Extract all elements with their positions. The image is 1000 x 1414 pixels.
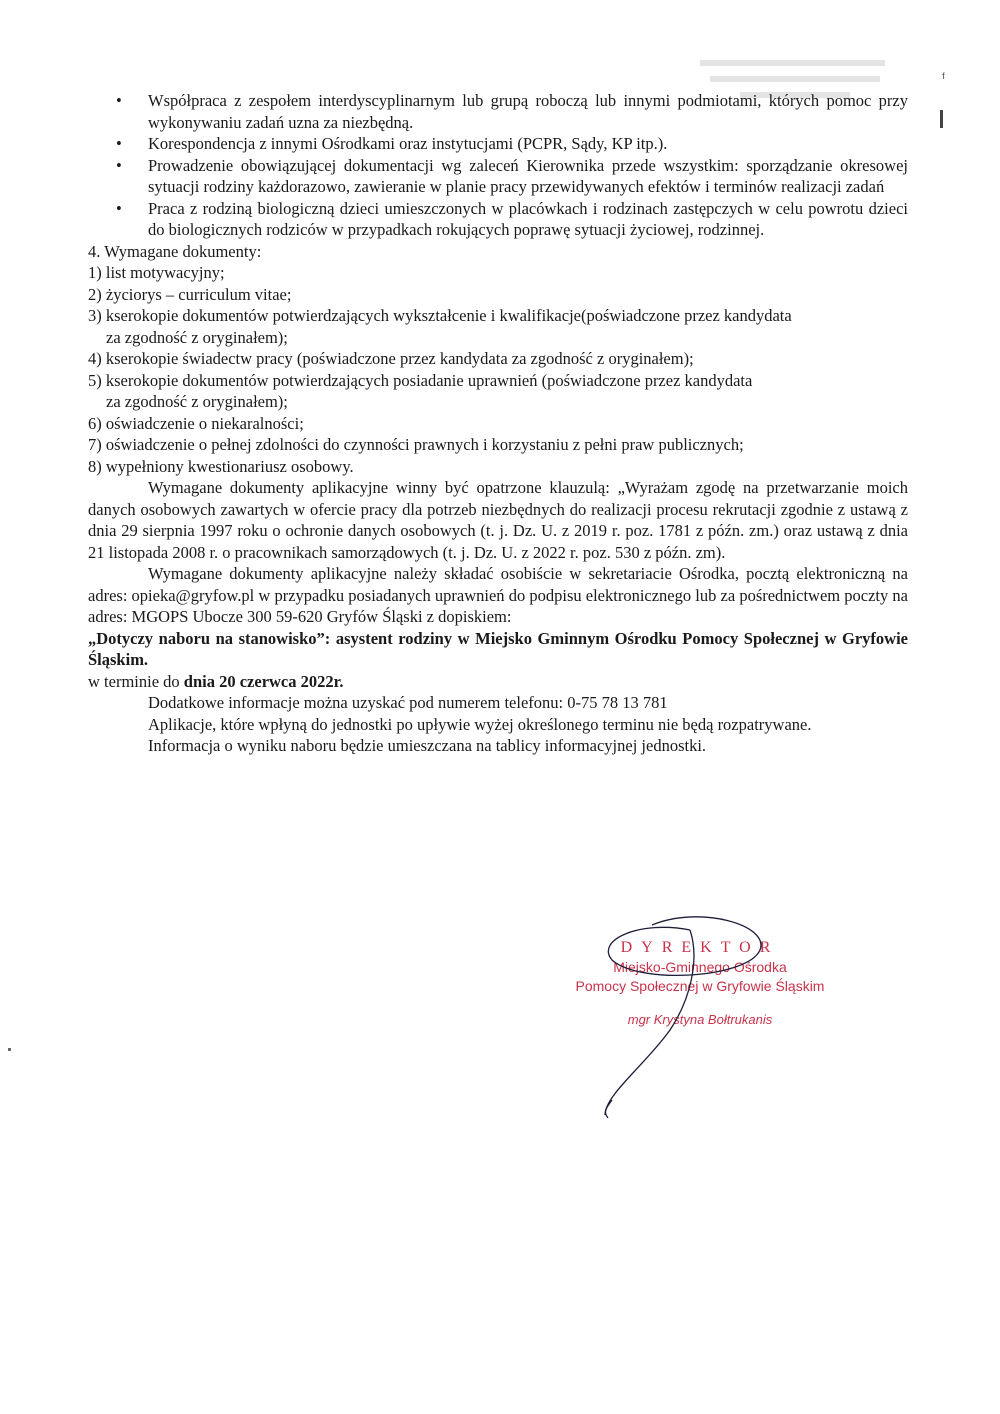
- list-item: 2) życiorys – curriculum vitae;: [88, 284, 292, 304]
- deadline-prefix: w terminie do: [88, 671, 184, 691]
- list-item: • Korespondencja z innymi Ośrodkami oraz instytucjami (PCPR, Sądy, KP itp.).: [88, 133, 908, 155]
- list-item: • Praca z rodziną biologiczną dzieci umieszczonych w placówkach i rodzinach zastępczych w celu powrotu dzieci do biologicznych rodziców w przypadkach rokujących poprawę sytuacji życiowej, rodzinnej.: [88, 198, 908, 241]
- stamp-director-name: mgr Krystyna Bołtrukanis: [627, 1012, 773, 1027]
- info-line-phone: Dodatkowe informacje można uzyskać pod numerem telefonu: 0-75 78 13 781: [148, 693, 668, 712]
- list-item: 8) wypełniony kwestionariusz osobowy.: [88, 456, 354, 476]
- submission-paragraph: Wymagane dokumenty aplikacyjne należy składać osobiście w sekretariacie Ośrodka, pocztą elektroniczną na adres: opieka@gryfow.pl w przypadku posiadanych uprawnień do podpisu elektronicznego lub za pośrednictwem poczty na adres: MGOPS Ubocze 300 59-620 Gryfów Śląski z dopiskiem:: [88, 564, 908, 626]
- stamp-institution-line-2: Pomocy Społecznej w Gryfowie Śląskim: [575, 978, 825, 994]
- signature-stroke: [605, 930, 694, 1115]
- stamp-institution-line-1: Miejsko-Gminnego Ośrodka: [613, 959, 787, 975]
- stamp-title: DYREKTOR: [620, 939, 780, 956]
- list-item: 6) oświadczenie o niekaralności;: [88, 413, 304, 433]
- section-heading-required-documents: 4. Wymagane dokumenty:: [88, 241, 262, 261]
- list-item: 1) list motywacyjny;: [88, 263, 225, 282]
- info-line-results: Informacja o wyniku naboru będzie umieszczana na tablicy informacyjnej jednostki.: [148, 736, 707, 755]
- margin-mark-top: ᶠ: [942, 70, 945, 85]
- list-item: • Prowadzenie obowiązującej dokumentacji wg zaleceń Kierownika przede wszystkim: sporządzanie okresowej sytuacji rodziny każdorazowo, zawieranie w planie pracy przewidywanych efektów i terminów realizacji zadań: [88, 155, 908, 198]
- list-item: • Współpraca z zespołem interdyscyplinarnym lub grupą roboczą lub innymi podmiotami, których pomoc przy wykonywaniu zadań uzna za niezbędną.: [88, 90, 908, 133]
- signature-loop: [608, 917, 761, 976]
- consent-clause-paragraph: Wymagane dokumenty aplikacyjne winny być opatrzone klauzulą: „Wyrażam zgodę na przetwarzanie moich danych osobowych zawartych w ofercie pracy dla potrzeb niezbędnych do realizacji procesu rekrutacji zgodnie z ustawą z dnia 29 sierpnia 1997 roku o ochronie danych osobowych (t. j. Dz. U. z 2019 r. poz. 1781 z późn. zm.) oraz ustawą z dnia 21 listopada 2008 r. o pracownikach samorządowych (t. j. Dz. U. z 2022 r. poz. 530 z późn. zm).: [88, 478, 908, 562]
- list-item: 3) kserokopie dokumentów potwierdzających wykształcenie i kwalifikacje(poświadczone przez kandydata za zgodność z oryginałem);: [88, 306, 792, 347]
- required-annotation: „Dotyczy naboru na stanowisko”: asystent rodziny w Miejsko Gminnym Ośrodku Pomocy Społecznej w Gryfowie Śląskim.: [88, 628, 908, 669]
- info-line-late-applications: Aplikacje, które wpłyną do jednostki po upływie wyżej określonego terminu nie będą rozpatrywane.: [148, 714, 812, 734]
- speck-mark: [8, 1048, 11, 1051]
- list-item: 7) oświadczenie o pełnej zdolności do czynności prawnych i korzystaniu z pełni praw publicznych;: [88, 435, 744, 454]
- deadline-date: dnia 20 czerwca 2022r.: [183, 671, 344, 691]
- list-item: 4) kserokopie świadectw pracy (poświadczone przez kandydata za zgodność z oryginałem);: [88, 349, 694, 368]
- list-item: 5) kserokopie dokumentów potwierdzających posiadanie uprawnień (poświadczone przez kandydata za zgodność z oryginałem);: [88, 370, 753, 411]
